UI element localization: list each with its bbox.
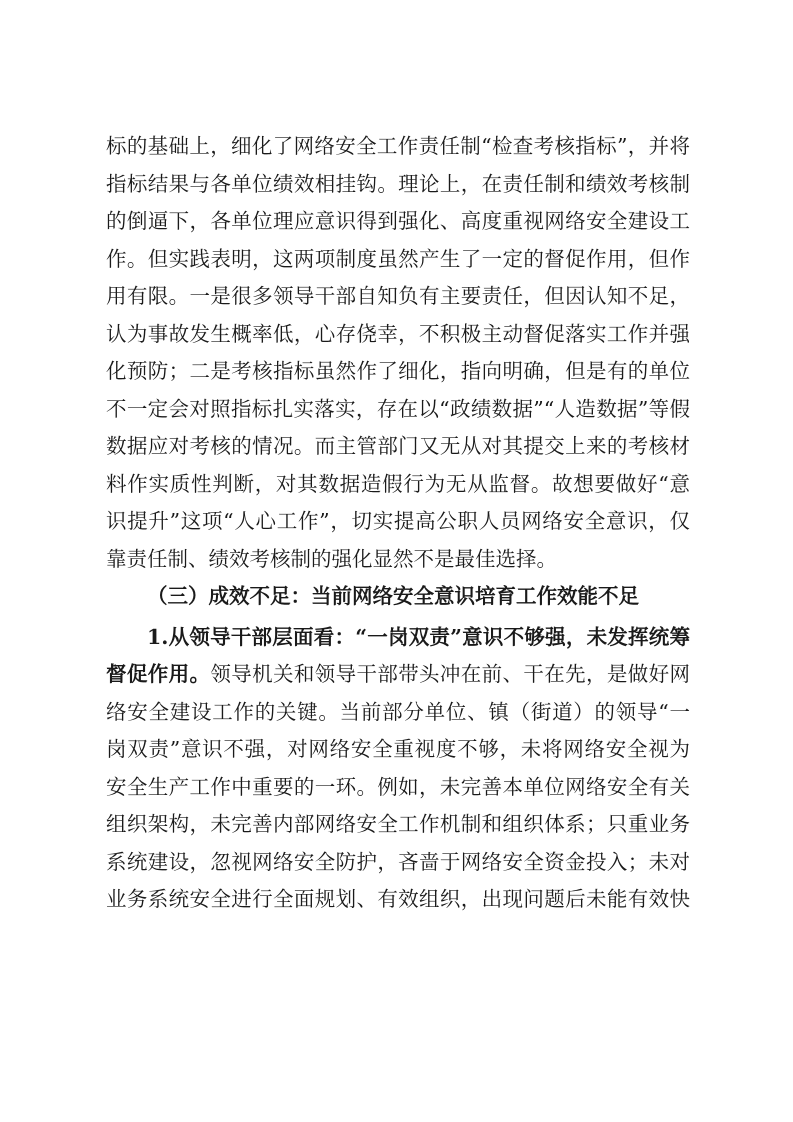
- text-line: 不一定会对照指标扎实落实，存在以“政绩数据”“人造数据”等假: [106, 396, 690, 421]
- paragraph-responsibility-system: [106, 128, 690, 578]
- text-line: 安全生产工作中重要的一环。例如，未完善本单位网络安全有关: [106, 774, 690, 799]
- subheading-line: 1.从领导干部层面看：“一岗双责”意识不够强，未发挥统筹: [147, 624, 690, 649]
- text-line: 岗双责”意识不强，对网络安全重视度不够，未将网络安全视为: [106, 737, 690, 761]
- text-line: 系统建设，忽视网络安全防护，吝啬于网络安全资金投入；未对: [106, 849, 690, 874]
- text-line: 化预防；二是考核指标虽然作了细化，指向明确，但是有的单位: [106, 359, 690, 383]
- text-line: 指标结果与各单位绩效相挂钩。理论上，在责任制和绩效考核制: [106, 171, 690, 196]
- text-line: 组织架构，未完善内部网络安全工作机制和组织体系；只重业务: [106, 812, 690, 836]
- text-run: 领导机关和领导干部带头冲在前、干在先，是做好网: [210, 662, 691, 686]
- subheading-end: 督促作用。: [106, 662, 211, 686]
- text-line: 作。但实践表明，这两项制度虽然产生了一定的督促作用，但作: [106, 246, 690, 271]
- text-line: 料作实质性判断，对其数据造假行为无从监督。故想要做好“意: [106, 471, 690, 496]
- text-line: 业务系统安全进行全面规划、有效组织，出现问题后未能有效快: [106, 887, 690, 911]
- paragraph-leadership: [106, 619, 690, 919]
- text-line: 数据应对考核的情况。而主管部门又无从对其提交上来的考核材: [106, 434, 690, 458]
- text-line: 靠责任制、绩效考核制的强化显然不是最佳选择。: [106, 546, 557, 571]
- text-line: [106, 656, 690, 694]
- text-line: 用有限。一是很多领导干部自知负有主要责任，但因认知不足，: [106, 284, 690, 308]
- text-line: 识提升”这项“人心工作”，切实提高公职人员网络安全意识，仅: [106, 509, 690, 533]
- section-heading: （三）成效不足：当前网络安全意识培育工作效能不足: [147, 584, 639, 608]
- text-line: 的倒逼下，各单位理应意识得到强化、高度重视网络安全建设工: [106, 209, 690, 233]
- document-body: [106, 128, 690, 919]
- text-line: 认为事故发生概率低，心存侥幸，不积极主动督促落实工作并强: [106, 321, 690, 346]
- text-line: 标的基础上，细化了网络安全工作责任制“检查考核指标”，并将: [106, 134, 690, 158]
- text-line: 络安全建设工作的关键。当前部分单位、镇（街道）的领导“一: [106, 699, 690, 724]
